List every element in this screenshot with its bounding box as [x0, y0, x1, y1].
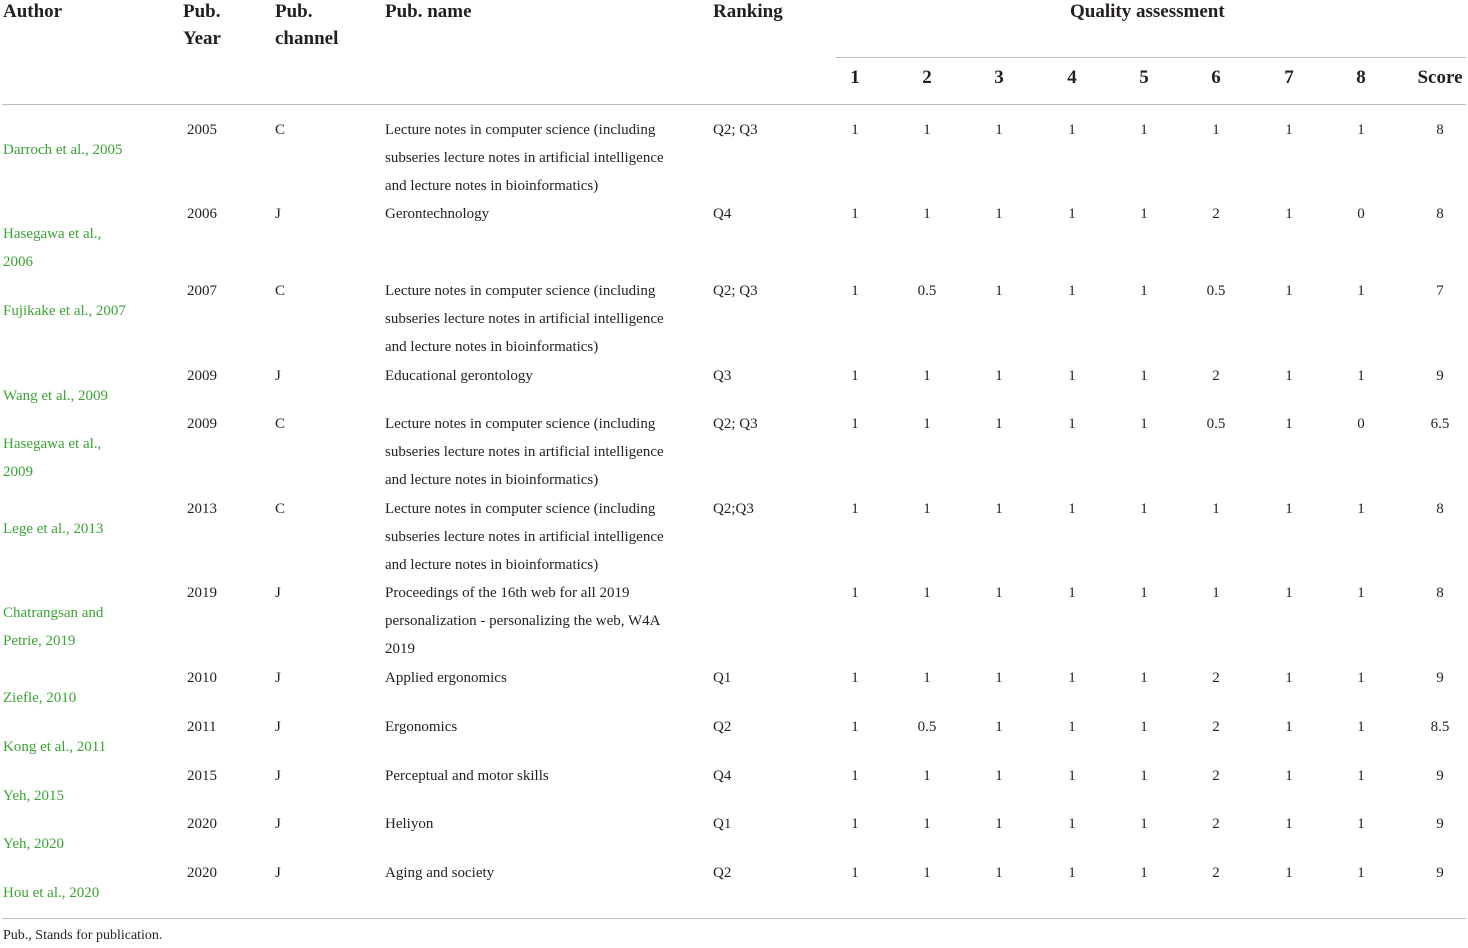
qa-cell: 1 [1140, 283, 1148, 299]
pub-channel-cell: C [275, 501, 286, 517]
author-link[interactable]: Darroch et al., 2005 [3, 142, 123, 158]
qa-cell: 1 [1285, 368, 1293, 384]
header-qa-col: 8 [1356, 67, 1366, 88]
qa-cell: 1 [851, 206, 859, 222]
qa-cell: 0.5 [1206, 416, 1226, 432]
qa-cell: 1 [995, 283, 1003, 299]
qa-cell: 1 [1285, 416, 1293, 432]
ranking-cell: Q1 [713, 816, 732, 832]
header-qa-col: 4 [1067, 67, 1077, 88]
qa-cell: 1 [1285, 865, 1293, 881]
qa-cell: 1 [1357, 501, 1365, 517]
pub-name-cell: subseries lecture notes in artificial intelligence [385, 444, 664, 460]
qa-cell: 1 [1357, 816, 1365, 832]
header-quality-assessment: Quality assessment [1070, 1, 1225, 22]
pub-name-cell: subseries lecture notes in artificial intelligence [385, 150, 664, 166]
qa-cell: 1 [995, 768, 1003, 784]
qa-cell: 1 [1212, 585, 1220, 601]
table-bottom-rule [2, 918, 1466, 919]
table-footnote: Pub., Stands for publication. [3, 928, 163, 943]
qa-cell: 0.5 [917, 283, 937, 299]
qa-cell: 1 [923, 585, 931, 601]
header-bottom-rule [2, 104, 1466, 105]
qa-cell: 1 [851, 719, 859, 735]
qa-cell: 1 [1285, 206, 1293, 222]
ranking-cell: Q2; Q3 [713, 416, 758, 432]
qa-cell: 1 [1212, 501, 1220, 517]
qa-cell: 1 [1285, 719, 1293, 735]
qa-cell: 6.5 [1430, 416, 1450, 432]
pub-channel-cell: J [275, 816, 281, 832]
qa-cell: 1 [1068, 585, 1076, 601]
qa-cell: 1 [1140, 816, 1148, 832]
qa-cell: 0 [1357, 416, 1365, 432]
qa-cell: 8 [1436, 585, 1444, 601]
ranking-cell: Q2 [713, 719, 732, 735]
pub-name-cell: Aging and society [385, 865, 495, 881]
pub-name-cell: Educational gerontology [385, 368, 533, 384]
qa-cell: 1 [1285, 501, 1293, 517]
pub-year-cell: 2009 [187, 368, 217, 384]
qa-cell: 1 [1357, 719, 1365, 735]
qa-cell: 2 [1212, 816, 1220, 832]
pub-year-cell: 2020 [187, 816, 217, 832]
pub-name-cell: Perceptual and motor skills [385, 768, 549, 784]
qa-cell: 1 [851, 416, 859, 432]
pub-name-cell: Gerontechnology [385, 206, 490, 222]
qa-cell: 1 [1140, 206, 1148, 222]
header-qa-col: 3 [994, 67, 1004, 88]
qa-cell: 1 [1140, 719, 1148, 735]
pub-name-cell: 2019 [385, 641, 415, 657]
qa-cell: 1 [1285, 283, 1293, 299]
pub-name-cell: Lecture notes in computer science (including [385, 501, 656, 517]
qa-cell: 1 [995, 206, 1003, 222]
qa-cell: 1 [1140, 368, 1148, 384]
pub-channel-cell: J [275, 585, 281, 601]
pub-year-cell: 2007 [187, 283, 217, 299]
qa-cell: 1 [1068, 501, 1076, 517]
qa-cell: 1 [1068, 670, 1076, 686]
qa-cell: 1 [1068, 719, 1076, 735]
qa-cell: 1 [1357, 283, 1365, 299]
qa-cell: 1 [1068, 768, 1076, 784]
pub-name-cell: personalization - personalizing the web, W4A [385, 613, 661, 629]
header-pub-channel-line: Pub. [275, 1, 313, 22]
qa-cell: 1 [995, 501, 1003, 517]
qa-cell: 1 [1140, 122, 1148, 138]
qa-cell: 1 [923, 768, 931, 784]
header-pub-channel [275, 0, 338, 52]
author-link[interactable]: Hasegawa et al., [3, 436, 102, 452]
qa-cell: 1 [1285, 122, 1293, 138]
qa-cell: 2 [1212, 670, 1220, 686]
qa-cell: 9 [1436, 368, 1444, 384]
qa-cell: 1 [1285, 585, 1293, 601]
qa-cell: 9 [1436, 865, 1444, 881]
qa-cell: 1 [851, 816, 859, 832]
qa-cell: 1 [995, 816, 1003, 832]
qa-cell: 7 [1436, 283, 1444, 299]
qa-cell: 2 [1212, 768, 1220, 784]
header-qa-col: Score [1417, 67, 1463, 88]
header-qa-col: 7 [1284, 67, 1294, 88]
pub-year-cell: 2013 [187, 501, 217, 517]
qa-cell: 1 [1068, 206, 1076, 222]
author-link[interactable]: Kong et al., 2011 [3, 739, 107, 755]
qa-cell: 1 [1140, 416, 1148, 432]
pub-channel-cell: J [275, 865, 281, 881]
pub-name-cell: and lecture notes in bioinformatics) [385, 339, 599, 355]
qa-cell: 1 [923, 501, 931, 517]
qa-cell: 1 [851, 670, 859, 686]
pub-year-cell: 2020 [187, 865, 217, 881]
qa-cell: 1 [851, 768, 859, 784]
qa-cell: 1 [1285, 670, 1293, 686]
qa-cell: 1 [1212, 122, 1220, 138]
qa-cell: 1 [1357, 670, 1365, 686]
pub-year-cell: 2006 [187, 206, 217, 222]
pub-name-cell: Lecture notes in computer science (including [385, 122, 656, 138]
author-link[interactable]: Yeh, 2020 [3, 836, 64, 852]
qa-cell: 1 [923, 368, 931, 384]
qa-cell: 1 [1140, 501, 1148, 517]
header-qa-col: 6 [1211, 67, 1221, 88]
qa-cell: 9 [1436, 670, 1444, 686]
ranking-cell: Q1 [713, 670, 732, 686]
ranking-cell: Q2; Q3 [713, 122, 758, 138]
pub-name-cell: and lecture notes in bioinformatics) [385, 472, 599, 488]
qa-cell: 0.5 [1206, 283, 1226, 299]
qa-cell: 2 [1212, 206, 1220, 222]
pub-year-cell: 2011 [187, 719, 217, 735]
pub-name-cell: Lecture notes in computer science (including [385, 283, 656, 299]
qa-cell: 9 [1436, 816, 1444, 832]
header-author: Author [3, 1, 63, 22]
qa-cell: 1 [923, 670, 931, 686]
qa-cell: 2 [1212, 865, 1220, 881]
qa-cell: 1 [1285, 816, 1293, 832]
author-link[interactable]: Fujikake et al., 2007 [3, 303, 126, 319]
pub-name-cell: subseries lecture notes in artificial intelligence [385, 311, 664, 327]
qa-cell: 1 [923, 416, 931, 432]
pub-channel-cell: C [275, 283, 286, 299]
header-pub-year-line: Pub. [183, 1, 221, 22]
qa-cell: 1 [995, 865, 1003, 881]
pub-year-cell: 2009 [187, 416, 217, 432]
author-link[interactable]: Hou et al., 2020 [3, 885, 100, 901]
qa-cell: 2 [1212, 719, 1220, 735]
pub-channel-cell: J [275, 719, 281, 735]
header-pub-name: Pub. name [385, 1, 472, 22]
pub-channel-cell: C [275, 416, 286, 432]
qa-cell: 1 [1357, 122, 1365, 138]
author-link[interactable]: Yeh, 2015 [3, 788, 64, 804]
qa-cell: 1 [1068, 416, 1076, 432]
qa-cell: 1 [851, 585, 859, 601]
pub-name-cell: Proceedings of the 16th web for all 2019 [385, 585, 630, 601]
author-link[interactable]: 2006 [3, 254, 33, 270]
quality-assessment-underline [836, 57, 1466, 58]
qa-cell: 8 [1436, 206, 1444, 222]
qa-cell: 1 [995, 122, 1003, 138]
ranking-cell: Q4 [713, 768, 732, 784]
pub-name-cell: Ergonomics [385, 719, 458, 735]
qa-cell: 8 [1436, 122, 1444, 138]
pub-name-cell: Lecture notes in computer science (including [385, 416, 656, 432]
header-ranking: Ranking [713, 1, 783, 22]
header-pub-year [183, 0, 221, 52]
header-qa-col: 5 [1139, 67, 1149, 88]
qa-cell: 8 [1436, 501, 1444, 517]
qa-cell: 1 [1357, 585, 1365, 601]
qa-cell: 1 [923, 206, 931, 222]
qa-cell: 1 [995, 416, 1003, 432]
pub-year-cell: 2015 [187, 768, 217, 784]
qa-cell: 1 [1068, 865, 1076, 881]
qa-cell: 1 [995, 670, 1003, 686]
qa-cell: 1 [1068, 816, 1076, 832]
pub-channel-cell: C [275, 122, 286, 138]
ranking-cell: Q3 [713, 368, 732, 384]
qa-cell: 1 [1140, 768, 1148, 784]
qa-cell: 1 [851, 865, 859, 881]
qa-cell: 1 [1140, 865, 1148, 881]
author-link[interactable]: 2009 [3, 464, 33, 480]
qa-cell: 1 [1357, 768, 1365, 784]
author-link[interactable]: Ziefle, 2010 [3, 690, 77, 706]
author-link[interactable]: Chatrangsan and [3, 605, 104, 621]
pub-channel-cell: J [275, 768, 281, 784]
author-link[interactable]: Wang et al., 2009 [3, 388, 109, 404]
pub-year-cell: 2005 [187, 122, 217, 138]
qa-cell: 1 [851, 283, 859, 299]
qa-cell: 1 [1357, 368, 1365, 384]
author-link[interactable]: Petrie, 2019 [3, 633, 76, 649]
pub-channel-cell: J [275, 368, 281, 384]
pub-name-cell: Applied ergonomics [385, 670, 507, 686]
qa-cell: 1 [851, 501, 859, 517]
qa-cell: 1 [923, 816, 931, 832]
pub-name-cell: subseries lecture notes in artificial intelligence [385, 529, 664, 545]
ranking-cell: Q2;Q3 [713, 501, 754, 517]
qa-cell: 1 [995, 368, 1003, 384]
qa-cell: 2 [1212, 368, 1220, 384]
pub-year-cell: 2019 [187, 585, 217, 601]
pub-year-cell: 2010 [187, 670, 217, 686]
qa-cell: 1 [1140, 670, 1148, 686]
qa-cell: 1 [923, 865, 931, 881]
header-qa-col: 2 [922, 67, 932, 88]
ranking-cell: Q2; Q3 [713, 283, 758, 299]
qa-cell: 1 [851, 368, 859, 384]
qa-cell: 0 [1357, 206, 1365, 222]
qa-cell: 1 [1068, 283, 1076, 299]
qa-cell: 1 [923, 122, 931, 138]
pub-name-cell: and lecture notes in bioinformatics) [385, 178, 599, 194]
author-link[interactable]: Hasegawa et al., [3, 226, 102, 242]
qa-cell: 9 [1436, 768, 1444, 784]
header-pub-channel-line: channel [275, 28, 339, 49]
qa-cell: 1 [1285, 768, 1293, 784]
qa-cell: 1 [1140, 585, 1148, 601]
pub-channel-cell: J [275, 206, 281, 222]
pub-name-cell: Heliyon [385, 816, 434, 832]
ranking-cell: Q2 [713, 865, 732, 881]
qa-cell: 0.5 [917, 719, 937, 735]
qa-cell: 1 [995, 585, 1003, 601]
qa-cell: 1 [1068, 122, 1076, 138]
qa-cell: 1 [1357, 865, 1365, 881]
qa-cell: 1 [995, 719, 1003, 735]
pub-channel-cell: J [275, 670, 281, 686]
header-pub-year-line: Year [183, 28, 221, 49]
qa-cell: 8.5 [1430, 719, 1450, 735]
pub-name-cell: and lecture notes in bioinformatics) [385, 557, 599, 573]
qa-cell: 1 [851, 122, 859, 138]
author-link[interactable]: Lege et al., 2013 [3, 521, 104, 537]
header-qa-col: 1 [850, 67, 860, 88]
qa-cell: 1 [1068, 368, 1076, 384]
ranking-cell: Q4 [713, 206, 732, 222]
